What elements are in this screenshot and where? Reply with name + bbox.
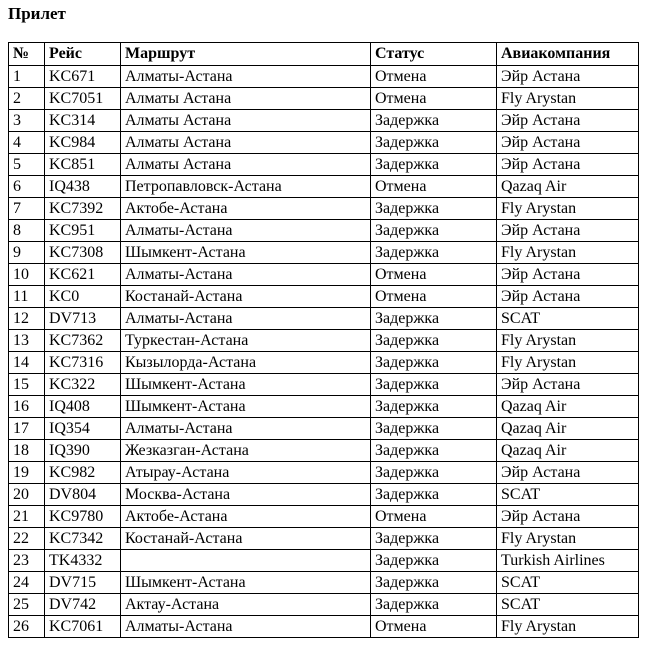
header-flight: Рейс [45,43,121,66]
row-number: 10 [9,264,45,286]
route-cell: Кызылорда-Астана [121,352,371,374]
airline-cell: Fly Arystan [497,330,639,352]
status-cell: Задержка [371,330,497,352]
airline-cell: Эйр Астана [497,66,639,88]
status-cell: Задержка [371,594,497,616]
airline-cell: Fly Arystan [497,528,639,550]
status-cell: Отмена [371,264,497,286]
status-cell: Задержка [371,440,497,462]
row-number: 1 [9,66,45,88]
row-number: 6 [9,176,45,198]
flight-cell: KC0 [45,286,121,308]
route-cell: Шымкент-Астана [121,242,371,264]
airline-cell: Qazaq Air [497,418,639,440]
status-cell: Задержка [371,242,497,264]
route-cell: Шымкент-Астана [121,374,371,396]
status-cell: Отмена [371,506,497,528]
table-row [9,616,639,638]
airline-cell: Fly Arystan [497,616,639,638]
header-airline: Авиакомпания [497,43,639,66]
row-number: 13 [9,330,45,352]
status-cell: Задержка [371,374,497,396]
airline-cell: SCAT [497,484,639,506]
status-cell: Отмена [371,616,497,638]
row-number: 4 [9,132,45,154]
flight-cell: KC851 [45,154,121,176]
row-number: 26 [9,616,45,638]
table-row [9,374,639,396]
table-row [9,418,639,440]
airline-cell: Qazaq Air [497,440,639,462]
airline-cell: Turkish Airlines [497,550,639,572]
row-number: 22 [9,528,45,550]
status-cell: Задержка [371,550,497,572]
table-row [9,352,639,374]
flight-cell: KC7392 [45,198,121,220]
table-row [9,594,639,616]
arrivals-table [8,42,639,638]
status-cell: Задержка [371,484,497,506]
table-row [9,176,639,198]
status-cell: Задержка [371,396,497,418]
flight-cell: KC314 [45,110,121,132]
flight-cell: KC621 [45,264,121,286]
table-row [9,66,639,88]
row-number: 8 [9,220,45,242]
airline-cell: Fly Arystan [497,242,639,264]
status-cell: Задержка [371,198,497,220]
route-cell: Атырау-Астана [121,462,371,484]
airline-cell: SCAT [497,308,639,330]
airline-cell: Fly Arystan [497,88,639,110]
airline-cell: Эйр Астана [497,132,639,154]
flight-cell: DV715 [45,572,121,594]
route-cell: Алматы Астана [121,132,371,154]
flight-cell: KC7051 [45,88,121,110]
table-row [9,308,639,330]
row-number: 9 [9,242,45,264]
row-number: 14 [9,352,45,374]
table-row [9,198,639,220]
table-row [9,220,639,242]
airline-cell: SCAT [497,594,639,616]
route-cell: Петропавловск-Астана [121,176,371,198]
header-status: Статус [371,43,497,66]
flight-cell: KC7061 [45,616,121,638]
route-cell: Жезказган-Астана [121,440,371,462]
route-cell: Шымкент-Астана [121,572,371,594]
table-row [9,462,639,484]
route-cell: Москва-Астана [121,484,371,506]
row-number: 16 [9,396,45,418]
flight-cell: KC951 [45,220,121,242]
route-cell: Актобе-Астана [121,198,371,220]
row-number: 19 [9,462,45,484]
flight-cell: KC322 [45,374,121,396]
route-cell: Алматы-Астана [121,418,371,440]
airline-cell: Эйр Астана [497,462,639,484]
route-cell: Туркестан-Астана [121,330,371,352]
route-cell: Алматы-Астана [121,264,371,286]
status-cell: Задержка [371,110,497,132]
flight-cell: KC671 [45,66,121,88]
table-row [9,550,639,572]
row-number: 21 [9,506,45,528]
flight-cell: KC7342 [45,528,121,550]
table-row [9,110,639,132]
status-cell: Отмена [371,286,497,308]
airline-cell: Fly Arystan [497,352,639,374]
status-cell: Задержка [371,220,497,242]
table-row [9,88,639,110]
status-cell: Задержка [371,528,497,550]
flight-cell: KC982 [45,462,121,484]
route-cell: Актау-Астана [121,594,371,616]
airline-cell: Qazaq Air [497,176,639,198]
status-cell: Задержка [371,352,497,374]
status-cell: Задержка [371,308,497,330]
row-number: 11 [9,286,45,308]
row-number: 18 [9,440,45,462]
airline-cell: Эйр Астана [497,506,639,528]
page-title: Прилет [8,4,66,23]
airline-cell: Qazaq Air [497,396,639,418]
flight-cell: IQ408 [45,396,121,418]
table-row [9,528,639,550]
flight-cell: KC7308 [45,242,121,264]
status-cell: Задержка [371,462,497,484]
flight-cell: DV713 [45,308,121,330]
table-row [9,286,639,308]
row-number: 17 [9,418,45,440]
route-cell: Алматы-Астана [121,66,371,88]
airline-cell: Эйр Астана [497,374,639,396]
table-row [9,506,639,528]
flight-cell: IQ354 [45,418,121,440]
row-number: 12 [9,308,45,330]
flight-cell: KC984 [45,132,121,154]
airline-cell: Эйр Астана [497,110,639,132]
route-cell: Костанай-Астана [121,528,371,550]
row-number: 23 [9,550,45,572]
row-number: 15 [9,374,45,396]
table-row [9,330,639,352]
flight-cell: DV804 [45,484,121,506]
row-number: 25 [9,594,45,616]
route-cell: Алматы-Астана [121,308,371,330]
route-cell: Алматы Астана [121,88,371,110]
status-cell: Отмена [371,88,497,110]
header-route: Маршрут [121,43,371,66]
row-number: 3 [9,110,45,132]
airline-cell: Эйр Астана [497,286,639,308]
route-cell: Актобе-Астана [121,506,371,528]
table-row [9,396,639,418]
table-body [9,66,639,638]
row-number: 2 [9,88,45,110]
status-cell: Задержка [371,154,497,176]
airline-cell: Эйр Астана [497,154,639,176]
row-number: 20 [9,484,45,506]
header-number: № [9,43,45,66]
status-cell: Задержка [371,572,497,594]
airline-cell: SCAT [497,572,639,594]
route-cell: Алматы Астана [121,110,371,132]
table-row [9,242,639,264]
status-cell: Отмена [371,176,497,198]
status-cell: Задержка [371,132,497,154]
row-number: 5 [9,154,45,176]
route-cell [121,550,371,572]
table-row [9,440,639,462]
route-cell: Алматы-Астана [121,220,371,242]
route-cell: Алматы Астана [121,154,371,176]
flight-cell: IQ390 [45,440,121,462]
airline-cell: Эйр Астана [497,220,639,242]
route-cell: Костанай-Астана [121,286,371,308]
route-cell: Алматы-Астана [121,616,371,638]
flight-cell: KC7362 [45,330,121,352]
table-row [9,264,639,286]
flight-cell: DV742 [45,594,121,616]
airline-cell: Эйр Астана [497,264,639,286]
header-row [9,43,639,66]
status-cell: Отмена [371,66,497,88]
table-row [9,132,639,154]
flight-cell: KC9780 [45,506,121,528]
flight-cell: TK4332 [45,550,121,572]
table-row [9,572,639,594]
table-row [9,484,639,506]
flight-cell: KC7316 [45,352,121,374]
row-number: 24 [9,572,45,594]
status-cell: Задержка [371,418,497,440]
row-number: 7 [9,198,45,220]
flight-cell: IQ438 [45,176,121,198]
table-row [9,154,639,176]
route-cell: Шымкент-Астана [121,396,371,418]
airline-cell: Fly Arystan [497,198,639,220]
